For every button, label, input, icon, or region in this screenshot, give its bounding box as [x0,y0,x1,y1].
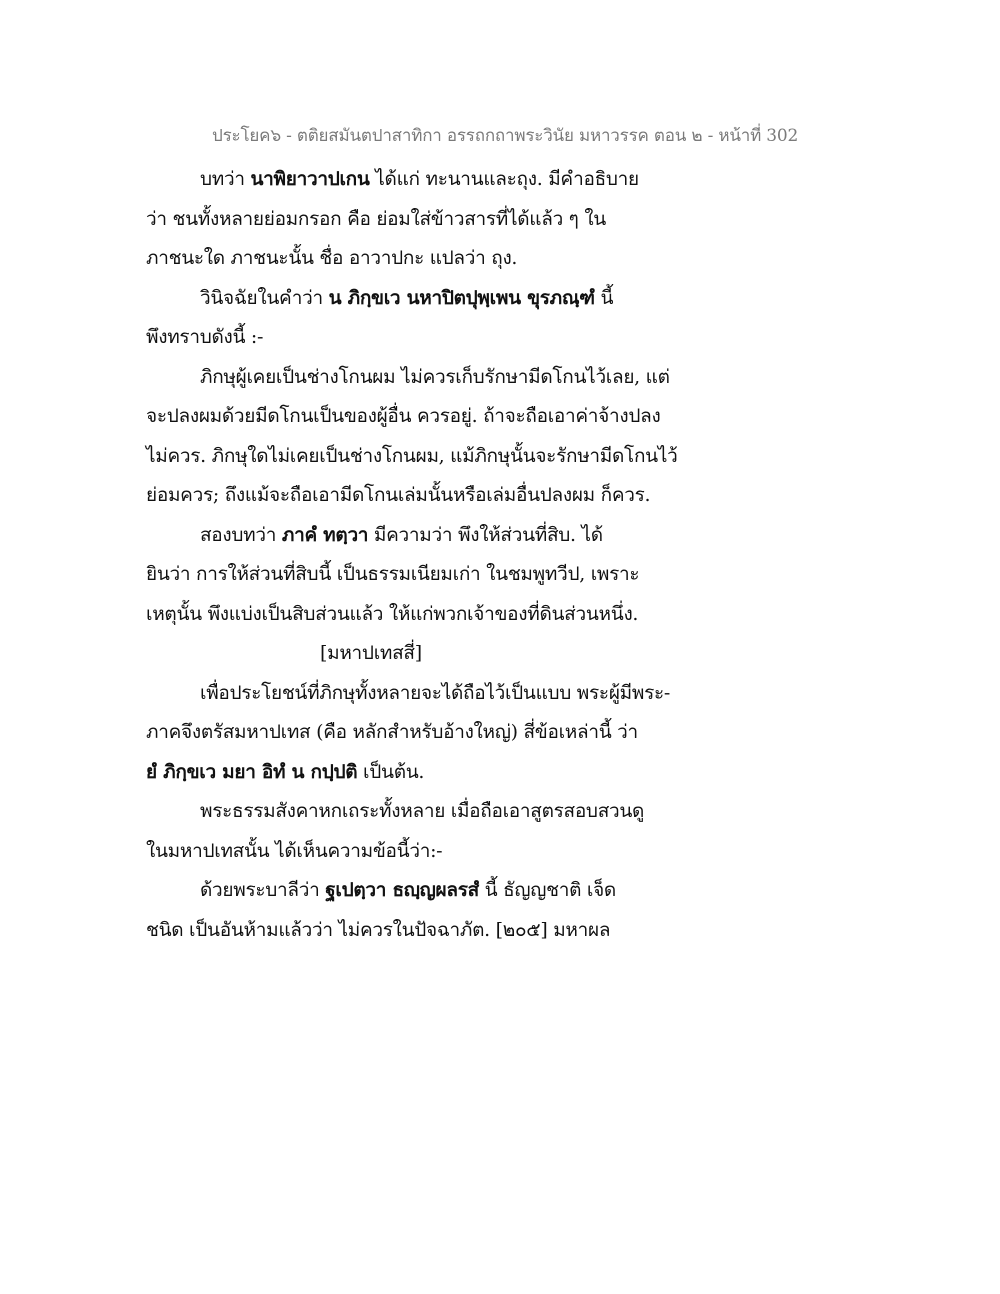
plain-text: ได้แก่ ทะนานและถุง. มีคำอธิบาย [369,168,639,190]
plain-text: นี้ ธัญญชาติ เจ็ด [478,879,616,901]
plain-text: จะปลงผมด้วยมีดโกนเป็นของผู้อื่น ควรอยู่. ถ้าจะถือเอาค่าจ้างปลง [146,405,661,427]
plain-text: ว่า ชนทั้งหลายย่อมกรอก คือ ย่อมใส่ข้าวสารที่ได้แล้ว ๆ ใน [146,207,606,230]
text-line [146,595,706,635]
text-line [146,713,706,753]
plain-text: ในมหาปเทสนั้น ได้เห็นความข้อนี้ว่า:- [146,839,443,862]
text-line [146,397,706,437]
plain-text: มีความว่า พึงให้ส่วนที่สิบ. ได้ [368,523,603,546]
plain-text: ยินว่า การให้ส่วนที่สิบนี้ เป็นธรรมเนียมเก่า ในชมพูทวีป, เพราะ [146,563,640,585]
text-line [146,516,706,556]
plain-text: เป็นต้น. [357,760,425,783]
text-line [146,200,706,240]
plain-text: ภาคจึงตรัสมหาปเทส (คือ หลักสำหรับอ้างใหญ่) สี่ข้อเหล่านี้ ว่า [146,721,638,743]
text-line [146,279,706,319]
plain-text: ภิกษุผู้เคยเป็นช่างโกนผม ไม่ควรเก็บรักษามีดโกนไว้เลย, แต่ [200,365,670,388]
pali-term: ภาคํ ทตฺวา [281,523,369,546]
text-line [146,753,706,793]
plain-text: ไม่ควร. ภิกษุใดไม่เคยเป็นช่างโกนผม, แม้ภิกษุนั้นจะรักษามีดโกนไว้ [146,444,678,467]
pali-term: ฐเปตฺวา ธญฺญผลรสํ [325,879,479,901]
plain-text: พระธรรมสังคาหกเถระทั้งหลาย เมื่อถือเอาสูตรสอบสวนดู [200,800,645,822]
text-line [146,160,706,200]
text-line [146,871,706,911]
plain-text: ชนิด เป็นอันห้ามแล้วว่า ไม่ควรในปัจฉาภัต. [๒๐๕] มหาผล [146,918,611,941]
pali-term: ยํ ภิกฺขเว มยา อิทํ น กปฺปติ [146,760,358,783]
pali-term: นาพิยาวาปเกน [250,168,370,190]
pali-term: น ภิกฺขเว นหาปิตปุพฺเพน ขุรภณฺฑํ [328,286,595,309]
text-line [146,832,706,872]
text-line [146,358,706,398]
section-heading [146,634,706,674]
text-line [146,674,706,714]
plain-text: บทว่า [200,168,251,190]
plain-text: พึงทราบดังนี้ :- [146,326,264,348]
body-text [146,160,706,950]
plain-text: นี้ [594,286,614,309]
plain-text: วินิจฉัยในคำว่า [200,286,329,309]
text-line [146,476,706,516]
page-header: ประโยค๖ - ตติยสมันตปาสาทิกา อรรถกถาพระวินัย มหาวรรค ตอน ๒ - หน้าที่ 302 [212,126,799,146]
plain-text: ภาชนะใด ภาชนะนั้น ชื่อ อาวาปกะ แปลว่า ถุง. [146,247,518,269]
text-line [146,318,706,358]
text-line [146,792,706,832]
text-line [146,239,706,279]
plain-text: เพื่อประโยชน์ที่ภิกษุทั้งหลายจะได้ถือไว้เป็นแบบ พระผู้มีพระ- [200,681,671,704]
text-line [146,911,706,951]
plain-text: สองบทว่า [200,523,282,546]
section-heading-text: [มหาปเทสสี่] [320,642,422,664]
plain-text: ย่อมควร; ถึงแม้จะถือเอามีดโกนเล่มนั้นหรือเล่มอื่นปลงผม ก็ควร. [146,484,651,506]
plain-text: ด้วยพระบาลีว่า [200,879,326,901]
text-line [146,437,706,477]
text-line [146,555,706,595]
plain-text: เหตุนั้น พึงแบ่งเป็นสิบส่วนแล้ว ให้แก่พวกเจ้าของที่ดินส่วนหนึ่ง. [146,602,639,625]
